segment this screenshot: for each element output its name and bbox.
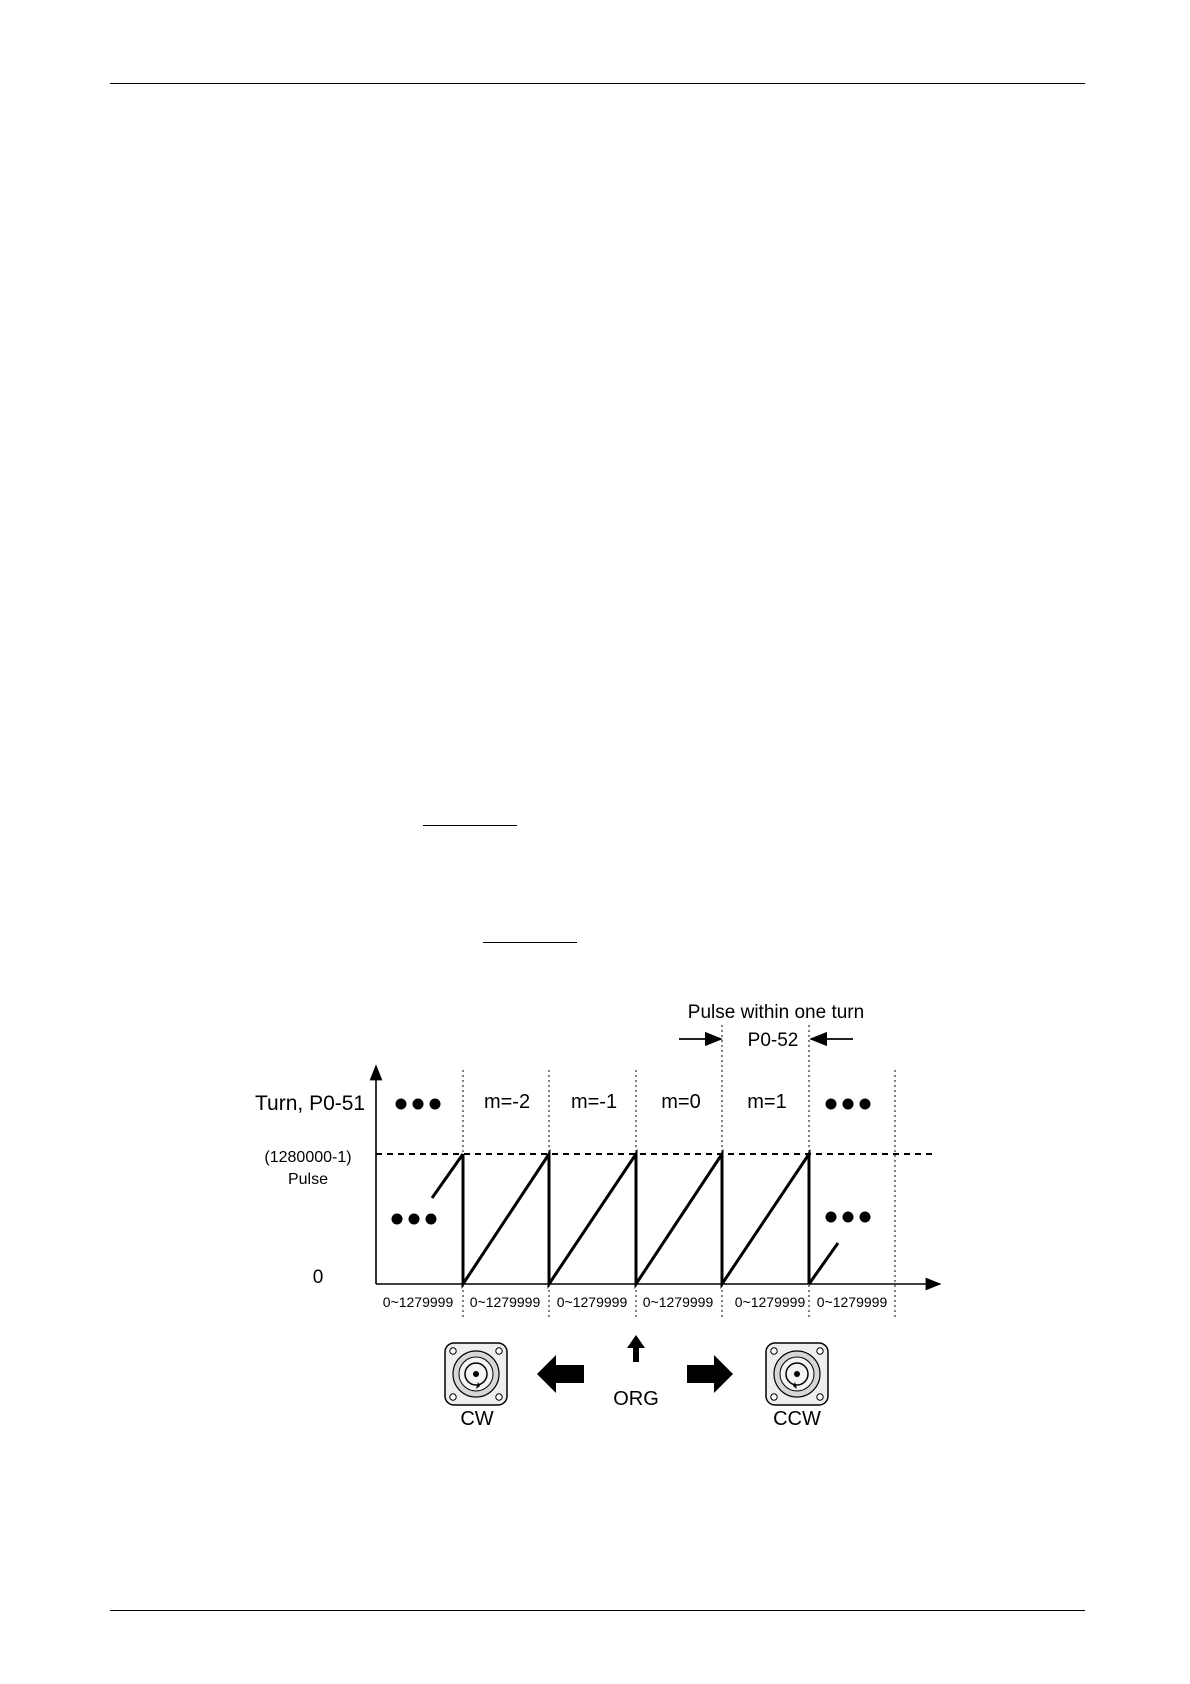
origin-label: ORG	[613, 1388, 659, 1410]
motor-icon	[766, 1343, 828, 1405]
sawtooth-partial-end	[809, 1243, 838, 1284]
dots-icon	[396, 1099, 441, 1110]
sawtooth-waveform	[432, 1154, 838, 1284]
sawtooth-main	[463, 1154, 809, 1284]
zero-label: 0	[312, 1267, 324, 1288]
max-label-line2: Pulse	[287, 1171, 329, 1188]
segment-label: m=1	[747, 1091, 787, 1113]
sawtooth-partial-start	[432, 1154, 463, 1198]
arrow-up-icon	[627, 1335, 645, 1362]
range-label: 0~1279999	[469, 1294, 541, 1310]
dots-icon	[392, 1214, 437, 1225]
dots-icon	[826, 1212, 871, 1223]
segment-dividers	[463, 1025, 895, 1318]
segment-label: m=-1	[570, 1091, 618, 1113]
arrow-right-icon	[687, 1355, 733, 1393]
arrow-left-icon	[537, 1355, 584, 1393]
range-label: 0~1279999	[556, 1294, 628, 1310]
segment-label: m=0	[661, 1091, 701, 1113]
top-caption: Pulse within one turn	[687, 1002, 865, 1023]
range-label: 0~1279999	[734, 1294, 806, 1310]
dots-icon	[826, 1099, 871, 1110]
p052-label: P0-52	[747, 1030, 799, 1051]
motor-icon	[445, 1343, 507, 1405]
range-label: 0~1279999	[816, 1294, 888, 1310]
range-label: 0~1279999	[382, 1294, 454, 1310]
range-label: 0~1279999	[642, 1294, 714, 1310]
cw-label: CW	[460, 1408, 494, 1430]
y-axis-label: Turn, P0-51	[255, 1092, 366, 1115]
ccw-label: CCW	[773, 1408, 821, 1430]
footer-rule	[110, 1610, 1085, 1611]
segment-label: m=-2	[483, 1091, 531, 1113]
max-label-line1: (1280000-1)	[264, 1149, 352, 1166]
